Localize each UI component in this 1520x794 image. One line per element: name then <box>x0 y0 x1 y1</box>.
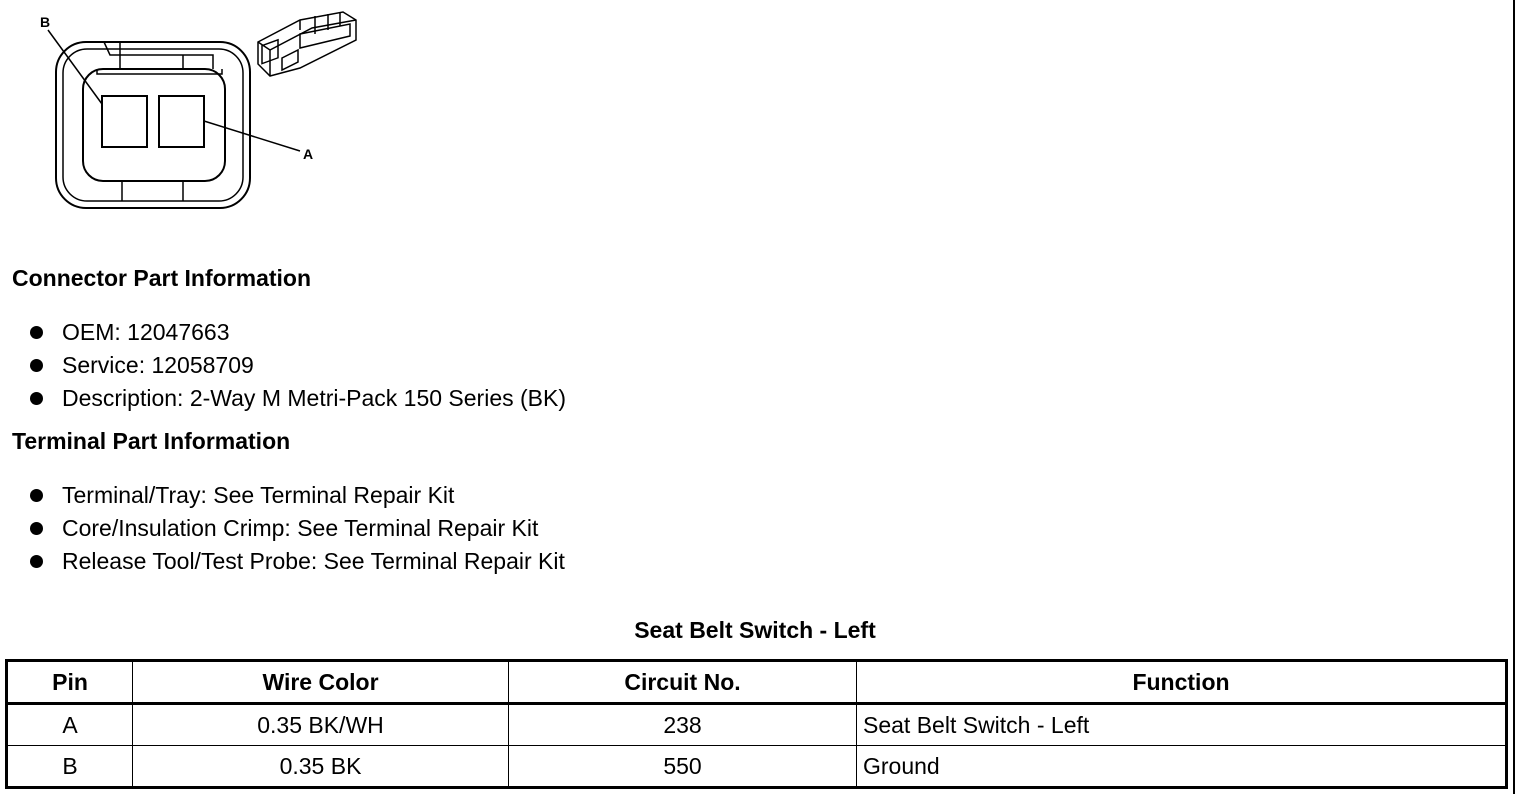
header-wire-color: Wire Color <box>133 661 509 704</box>
connector-part-list <box>30 316 566 415</box>
connector-housing-outer <box>56 42 250 208</box>
leader-line-a <box>204 121 300 151</box>
terminal-cavity-b <box>102 96 147 147</box>
cell-wire-color: 0.35 BK/WH <box>133 704 509 746</box>
terminal-part-list <box>30 479 565 578</box>
list-item <box>30 545 565 578</box>
list-item-text: Service: 12058709 <box>62 352 254 378</box>
table-title: Seat Belt Switch - Left <box>634 617 876 643</box>
list-item <box>30 316 566 349</box>
cell-function: Seat Belt Switch - Left <box>857 704 1507 746</box>
list-item-text: Terminal/Tray: See Terminal Repair Kit <box>62 482 455 508</box>
cell-pin: A <box>7 704 133 746</box>
list-item-text: Description: 2-Way M Metri-Pack 150 Series (BK) <box>62 385 567 411</box>
table-row <box>7 704 1507 746</box>
bullet-icon <box>30 392 43 405</box>
connector-part-heading: Connector Part Information <box>12 265 312 291</box>
list-item <box>30 479 565 512</box>
header-function: Function <box>857 661 1507 704</box>
bullet-icon <box>30 489 43 502</box>
table-header-row <box>7 661 1507 704</box>
connector-isometric-icon <box>258 12 356 76</box>
terminal-cavity-a <box>159 96 204 147</box>
pin-label-a: A <box>303 146 314 162</box>
list-item-text: Release Tool/Test Probe: See Terminal Repair Kit <box>62 548 565 574</box>
list-item-text: OEM: 12047663 <box>62 319 230 345</box>
list-item-text: Core/Insulation Crimp: See Terminal Repair Kit <box>62 515 539 541</box>
pin-label-b: B <box>40 14 51 30</box>
connector-latch <box>104 42 213 69</box>
bullet-icon <box>30 522 43 535</box>
cell-pin: B <box>7 746 133 788</box>
cell-wire-color: 0.35 BK <box>133 746 509 788</box>
terminal-part-heading: Terminal Part Information <box>12 428 291 454</box>
cell-circuit-no: 550 <box>509 746 857 788</box>
pinout-table <box>5 659 1508 789</box>
connector-face-diagram <box>0 0 380 220</box>
connector-key <box>122 181 183 201</box>
list-item <box>30 512 565 545</box>
bullet-icon <box>30 555 43 568</box>
table-row <box>7 746 1507 788</box>
page-right-border <box>1513 0 1515 794</box>
list-item <box>30 382 566 415</box>
header-pin: Pin <box>7 661 133 704</box>
cell-function: Ground <box>857 746 1507 788</box>
bullet-icon <box>30 359 43 372</box>
list-item <box>30 349 566 382</box>
cell-circuit-no: 238 <box>509 704 857 746</box>
header-circuit-no: Circuit No. <box>509 661 857 704</box>
bullet-icon <box>30 326 43 339</box>
